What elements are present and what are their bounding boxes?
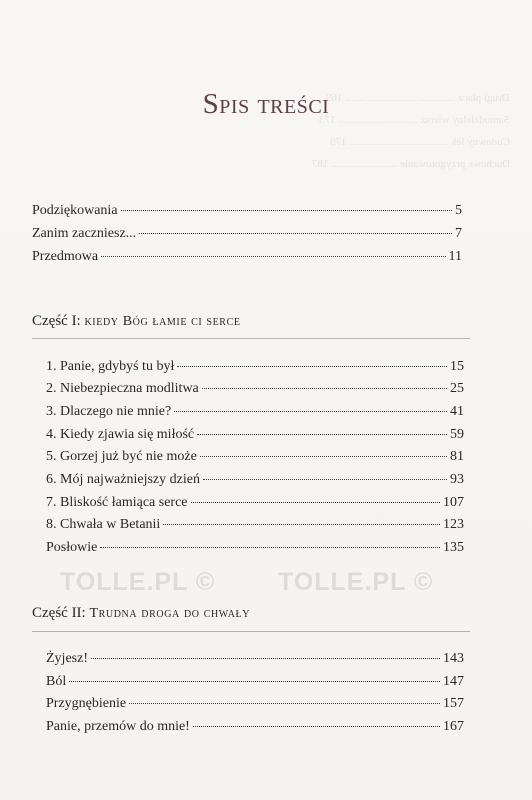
toc-entry-page: 15 [450,359,464,374]
bleed-through-text: Drugi płacz ........................................ 169 [326,92,510,104]
dot-leader [121,210,452,211]
part-name: Trudna droga do chwały [89,606,251,621]
part-prefix: Część II: [32,605,86,621]
toc-entry-page: 167 [443,719,464,734]
toc-entry[interactable] [46,472,464,492]
toc-entry-page: 93 [450,472,464,487]
toc-entry-page: 147 [443,674,464,689]
toc-entry-page: 157 [443,696,464,711]
dot-leader [177,366,447,367]
dot-leader [193,726,440,727]
toc-entry[interactable] [32,226,462,246]
toc-entry[interactable] [46,540,464,560]
toc-entry-label: 2. Niebezpieczna modlitwa [46,381,199,396]
toc-entry-label: Przygnębienie [46,696,127,711]
bleed-through-text: Samodzielny wiersz ............................. 173 [319,114,510,126]
toc-entry-label: 8. Chwała w Betanii [46,517,161,532]
dot-leader [191,502,440,503]
dot-leader [200,456,447,457]
toc-entry-label: 6. Mój najważniejszy dzień [46,472,200,487]
page-title: Spis treści [202,88,330,120]
toc-entry-label: 5. Gorzej już być nie może [46,449,197,464]
part-divider [32,631,470,632]
dot-leader [203,479,447,480]
toc-entry-page: 11 [448,249,462,264]
toc-entry-page: 81 [450,449,464,464]
toc-entry-label: 7. Bliskość łamiąca serce [46,495,188,510]
dot-leader [100,547,440,548]
toc-entry[interactable] [32,249,462,269]
toc-entry[interactable] [46,517,464,537]
dot-leader [163,524,440,525]
toc-entry-page: 59 [450,427,464,442]
dot-leader [129,703,440,704]
dot-leader [202,388,447,389]
part-heading [32,313,241,330]
dot-leader [139,233,452,234]
toc-entry[interactable] [46,696,464,716]
toc-entry[interactable] [46,495,464,515]
toc-entry-page: 41 [450,404,464,419]
dot-leader [91,658,440,659]
toc-entry-label: 4. Kiedy zjawia się miłość [46,427,195,442]
toc-entry-page: 5 [455,203,462,218]
dot-leader [197,434,447,435]
toc-entry[interactable] [46,674,464,694]
dot-leader [174,411,447,412]
toc-entry[interactable] [46,381,464,401]
part-name: kiedy Bóg łamie ci serce [84,314,241,329]
toc-entry[interactable] [46,651,464,671]
watermark-band [0,568,532,598]
toc-entry-label: Podziękowania [32,203,118,218]
toc-entry-label: 3. Dlaczego nie mnie? [46,404,172,419]
toc-entry[interactable] [32,203,462,223]
watermark-text: TOLLE.PL © [60,568,216,596]
toc-entry-label: 1. Panie, gdybyś tu był [46,359,175,374]
toc-entry-label: Przedmowa [32,249,99,264]
bleed-through-text: Duchowe przygotowanie ........................ 187 [311,158,510,170]
part-heading [32,605,250,622]
toc-entry[interactable] [46,719,464,739]
toc-entry-label: Posłowie [46,540,98,555]
toc-entry-page: 25 [450,381,464,396]
toc-entry-label: Zanim zaczniesz... [32,226,137,241]
watermark-text: TOLLE.PL © [278,568,434,596]
toc-entry-label: Panie, przemów do mnie! [46,719,190,734]
part-prefix: Część I: [32,313,81,329]
toc-entry-page: 123 [443,517,464,532]
toc-entry[interactable] [46,427,464,447]
toc-entry[interactable] [46,359,464,379]
toc-entry[interactable] [46,404,464,424]
dot-leader [101,256,445,257]
part-divider [32,338,470,339]
dot-leader [69,681,440,682]
toc-entry-page: 7 [455,226,462,241]
toc-entry-label: Żyjesz! [46,651,88,666]
toc-entry-page: 143 [443,651,464,666]
toc-entry[interactable] [46,449,464,469]
toc-entry-page: 107 [443,495,464,510]
toc-entry-label: Ból [46,674,67,689]
bleed-through-text: Cudowny lek .................................... 179 [330,136,510,148]
toc-entry-page: 135 [443,540,464,555]
